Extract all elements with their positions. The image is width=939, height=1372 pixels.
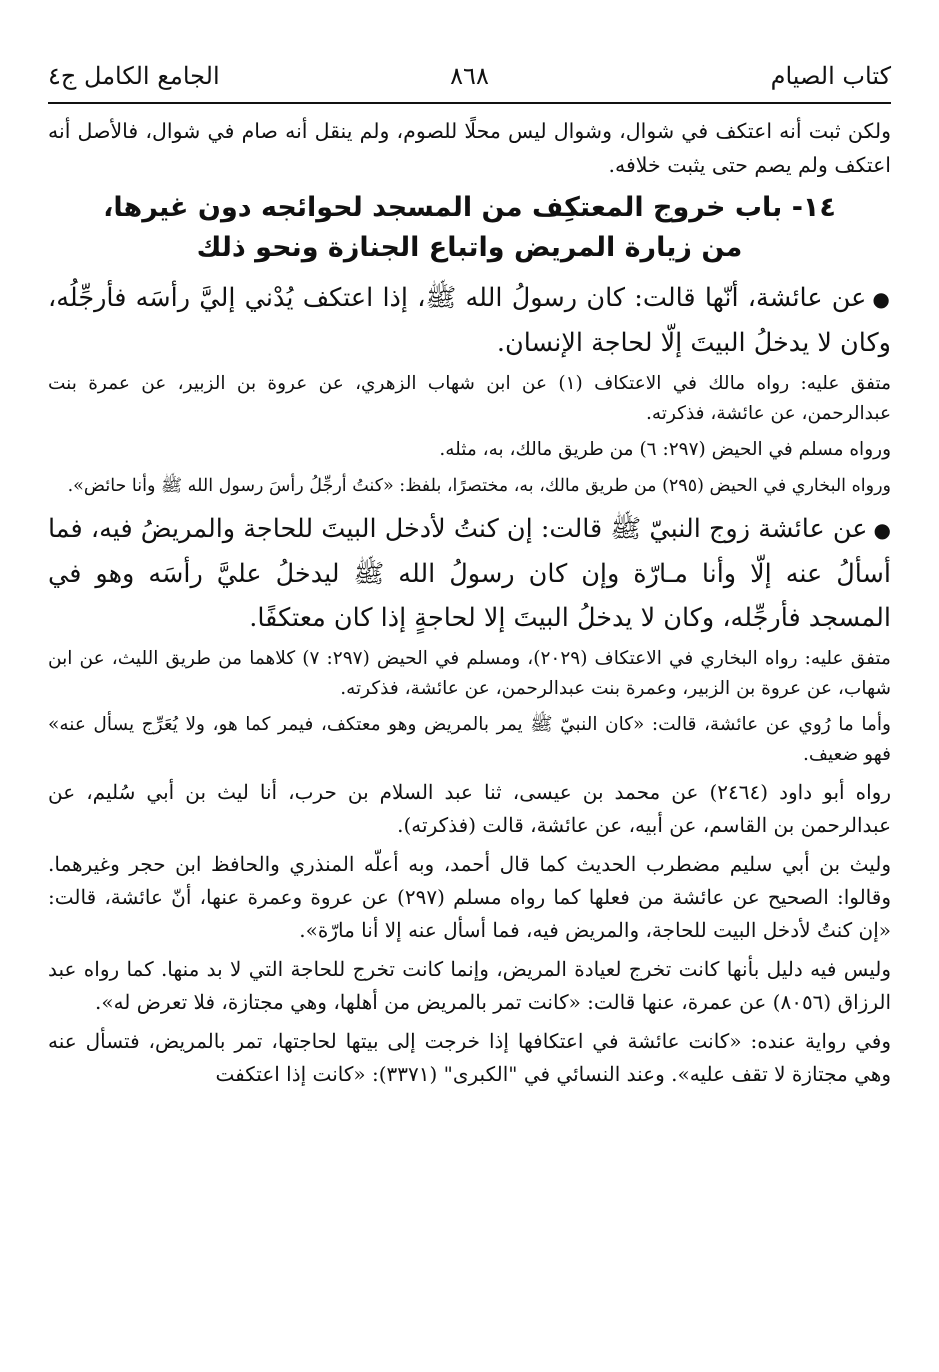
hadith-2-note-3: رواه أبو داود (٢٤٦٤) عن محمد بن عيسى، ثنا عبد السلام بن حرب، أنا ليث بن أبي سُليم، عن عبدالرحمن بن القاسم، عن أبيه، عن عائشة، قالت (فذكرته).: [48, 780, 891, 837]
bullet-icon: ●: [873, 518, 891, 542]
hadith-1-text: عن عائشة، أنّها قالت: كان رسولُ الله ﷺ، إذا اعتكف يُدْني إليَّ رأسَه فأرجِّلُه، وكان لا يدخلُ البيتَ إلّا لحاجة الإنسان.: [48, 283, 891, 358]
page-header: [48, 62, 891, 102]
hadith-1-note-3: ورواه البخاري في الحيض (٢٩٥) من طريق مالك، به، مختصرًا، بلفظ: «كنتُ أرجِّلُ رأسَ رسول الله ﷺ وأنا حائض».: [67, 476, 891, 496]
hadith-2: [48, 507, 891, 640]
hadith-2-note-6: وفي رواية عنده: «كانت عائشة في اعتكافها إذا خرجت إلى بيتها لحاجتها، تمر بالمريض، فتسأل عنه وهي مجتازة لا تقف عليه». وعند النسائي في "الكبرى" (٣٣٧١): «كانت إذا اعتكفت: [48, 1029, 891, 1086]
section-title-line-2: من زيارة المريض واتباع الجنازة ونحو ذلك: [196, 232, 743, 263]
hadith-2-text: عن عائشة زوج النبيّ ﷺ قالت: إن كنتُ لأدخل البيتَ للحاجة والمريضُ فيه، فما أسألُ عنه إلّا وأنا مـارّة وإن كان رسولُ الله ﷺ ليدخلُ عليَّ رأسَه وهو في المسجد فأرجِّله، وكان لا يدخلُ البيتَ إلا لحاجةٍ إذا كان معتكفًا.: [48, 514, 891, 633]
section-title-line-1: ١٤- باب خروج المعتكِف من المسجد لحوائجه دون غيرها،: [103, 192, 836, 223]
hadith-1-note-1: متفق عليه: رواه مالك في الاعتكاف (١) عن ابن شهاب الزهري، عن عروة بن الزبير، عن عمرة بنت عبدالرحمن، عن عائشة، فذكرته.: [48, 373, 891, 424]
page-number: ٨٦٨: [450, 62, 489, 90]
hadith-1: [48, 276, 891, 365]
hadith-2-note-4: وليث بن أبي سليم مضطرب الحديث كما قال أحمد، وبه أعلّه المنذري والحافظ ابن حجر وغيرهما. وقالوا: الصحيح عن عائشة من فعلها كما رواه مسلم (٢٩٧) عن عروة وعمرة عنها، أنّ عائشة، قالت: «إن كنتُ لأدخل البيت للحاجة، والمريض فيه، فما أسأل عنه إلا أنا مارّة».: [48, 852, 891, 942]
chapter-title: كتاب الصيام: [770, 62, 891, 90]
header-rule: [48, 102, 891, 104]
hadith-2-note-5: وليس فيه دليل بأنها كانت تخرج لعيادة المريض، وإنما كانت تخرج للحاجة التي لا بد منها. كما رواه عبد الرزاق (٨٠٥٦) عن عمرة، عنها قالت: «كانت تمر بالمريض من أهلها، وهي مجتازة، فلا تعرض له».: [48, 957, 891, 1014]
document-page: [48, 62, 891, 1372]
intro-paragraph: ولكن ثبت أنه اعتكف في شوال، وشوال ليس محلًا للصوم، ولم ينقل أنه صام في شوال، فالأصل أنه اعتكف ولم يصم حتى يثبت خلافه.: [48, 119, 891, 177]
section-title: [48, 188, 891, 268]
bullet-icon: ●: [872, 287, 891, 311]
hadith-2-note-2: وأما ما رُوي عن عائشة، قالت: «كان النبيّ ﷺ يمر بالمريض وهو معتكف، فيمر كما هو، ولا يُعَرِّج يسأل عنه» فهو ضعيف.: [48, 714, 891, 765]
hadith-2-note-1: متفق عليه: رواه البخاري في الاعتكاف (٢٠٢٩)، ومسلم في الحيض (٢٩٧: ٧) كلاهما من طريق الليث، عن ابن شهاب، عن عروة بن الزبير، وعمرة بنت عبدالرحمن، عن عائشة، فذكرته.: [48, 648, 891, 699]
hadith-1-note-2: ورواه مسلم في الحيض (٢٩٧: ٦) من طريق مالك، به، مثله.: [439, 439, 891, 460]
book-title: الجامع الكامل ج٤: [48, 62, 220, 90]
